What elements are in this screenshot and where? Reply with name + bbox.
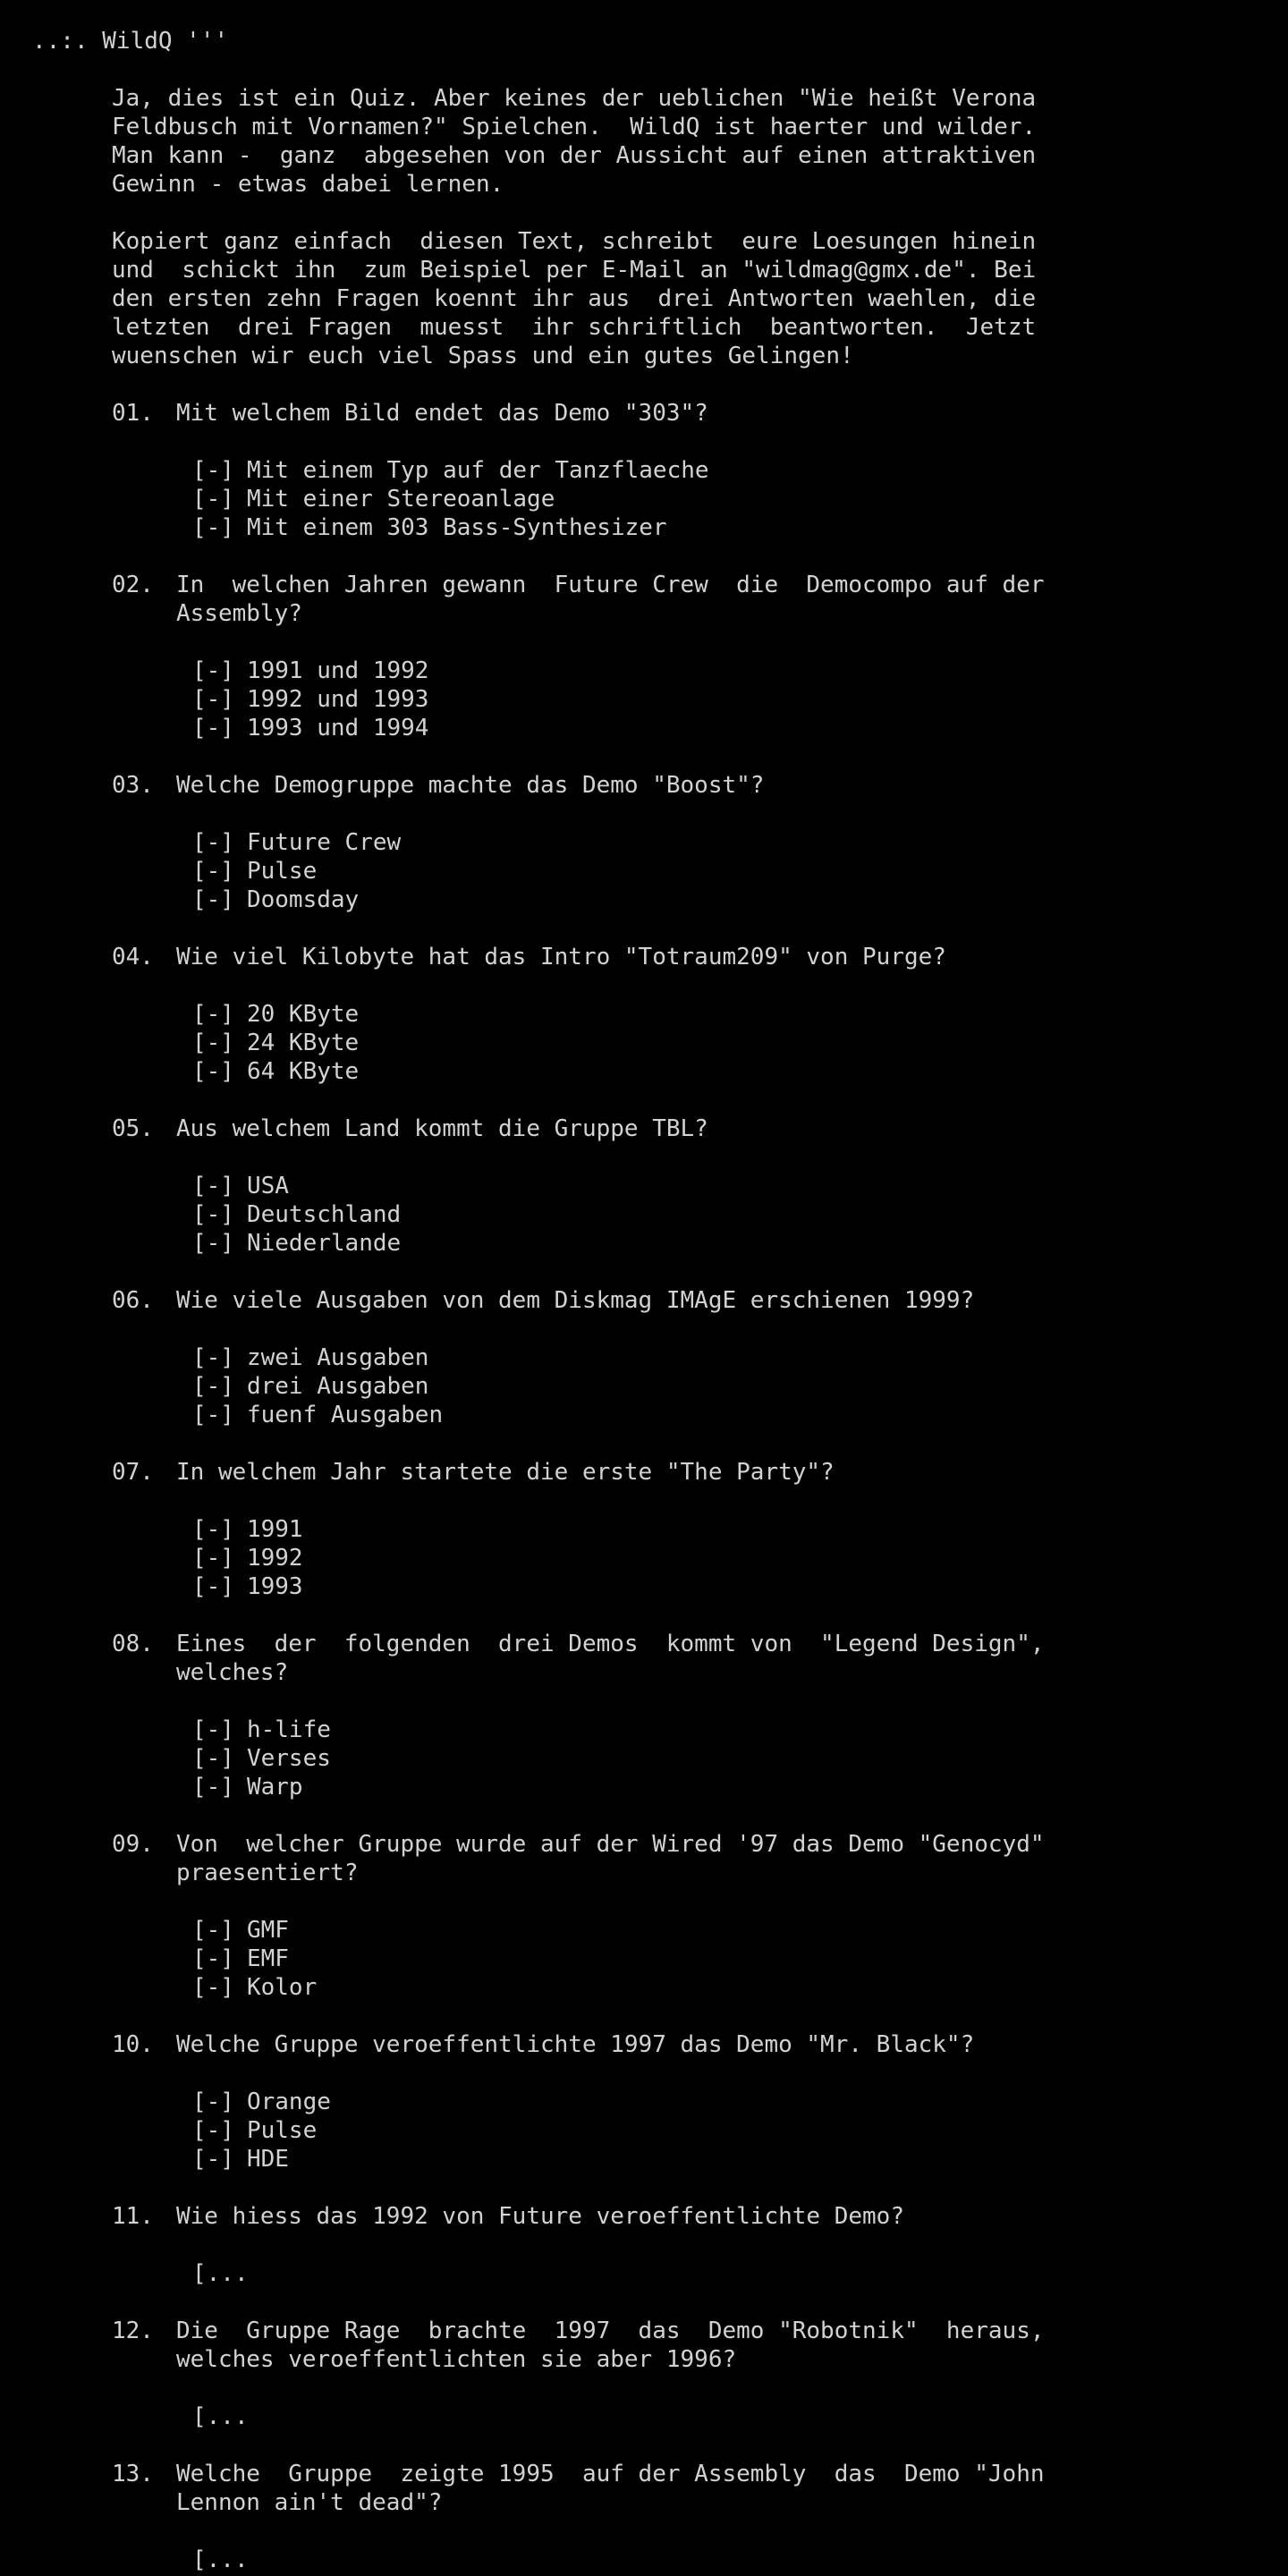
checkbox[interactable]: [-] (192, 715, 234, 741)
option-label: h-life (246, 1716, 331, 1743)
option-label: Kolor (246, 1974, 318, 2001)
answer-option[interactable] (192, 1716, 331, 1744)
question-number: 08. (112, 1631, 154, 1657)
question-number: 05. (112, 1115, 154, 1142)
checkbox[interactable]: [-] (192, 1545, 234, 1572)
question-text: Wie viel Kilobyte hat das Intro "Totraum209" von Purge? (176, 944, 946, 970)
question-text: Welche Gruppe veroeffentlichte 1997 das Demo "Mr. Black"? (176, 2031, 975, 2058)
answer-option[interactable] (192, 714, 428, 742)
question-number: 11. (112, 2203, 154, 2230)
open-answer-field[interactable]: [... (192, 2403, 249, 2430)
question-number: 10. (112, 2031, 154, 2058)
answer-option[interactable] (192, 2088, 331, 2116)
answer-option[interactable] (192, 1229, 401, 1258)
checkbox[interactable]: [-] (192, 1173, 234, 1199)
question-number: 07. (112, 1459, 154, 1486)
intro-line: Man kann - ganz abgesehen von der Aussicht auf einen attraktiven (112, 142, 1037, 169)
option-label: EMF (246, 1945, 289, 1972)
question-text: Eines der folgenden drei Demos kommt von "Legend Design", (176, 1631, 1045, 1657)
option-label: fuenf Ausgaben (246, 1402, 444, 1428)
option-label: Mit einer Stereoanlage (246, 486, 555, 513)
intro-line: letzten drei Fragen muesst ihr schriftlich beantworten. Jetzt (112, 314, 1037, 341)
checkbox[interactable]: [-] (192, 1373, 234, 1400)
question-text: Assembly? (176, 600, 302, 627)
answer-option[interactable] (192, 886, 359, 914)
option-label: USA (246, 1173, 289, 1199)
intro-line: wuenschen wir euch viel Spass und ein gutes Gelingen! (112, 343, 854, 369)
option-label: 1991 und 1992 (246, 657, 429, 684)
option-label: Mit einem 303 Bass-Synthesizer (246, 514, 667, 541)
answer-option[interactable] (192, 2145, 289, 2174)
answer-option[interactable] (192, 2116, 317, 2145)
answer-option[interactable] (192, 1029, 359, 1057)
checkbox[interactable]: [-] (192, 2117, 234, 2144)
answer-option[interactable] (192, 1401, 443, 1429)
option-label: 1992 und 1993 (246, 686, 429, 713)
checkbox[interactable]: [-] (192, 457, 234, 484)
option-label: 1993 und 1994 (246, 715, 429, 741)
answer-option[interactable] (192, 513, 667, 542)
answer-option[interactable] (192, 657, 428, 685)
question-text: Lennon ain't dead"? (176, 2489, 443, 2516)
intro-line: Kopiert ganz einfach diesen Text, schreibt eure Loesungen hinein (112, 228, 1037, 255)
answer-option[interactable] (192, 1000, 359, 1029)
answer-option[interactable] (192, 1572, 303, 1601)
question-text: Von welcher Gruppe wurde auf der Wired '97 das Demo "Genocyd" (176, 1831, 1045, 1858)
checkbox[interactable]: [-] (192, 2089, 234, 2115)
answer-option[interactable] (192, 685, 428, 714)
page-title: ..:. WildQ ''' (32, 28, 229, 55)
question-number: 02. (112, 572, 154, 598)
question-text: Wie viele Ausgaben von dem Diskmag IMAgE erschienen 1999? (176, 1287, 975, 1314)
open-answer-field[interactable]: [... (192, 2546, 249, 2573)
option-label: Future Crew (246, 829, 402, 856)
option-label: Orange (246, 2089, 331, 2115)
question-text: Welche Demogruppe machte das Demo "Boost"? (176, 772, 765, 799)
question-text: praesentiert? (176, 1860, 359, 1886)
option-label: 24 KByte (246, 1030, 360, 1056)
intro-line: den ersten zehn Fragen koennt ihr aus drei Antworten waehlen, die (112, 285, 1037, 312)
option-label: 1992 (246, 1545, 303, 1572)
question-number: 09. (112, 1831, 154, 1858)
answer-option[interactable] (192, 1200, 401, 1229)
option-label: Verses (246, 1745, 331, 1772)
answer-option[interactable] (192, 1945, 289, 1973)
question-text: welches? (176, 1659, 289, 1686)
answer-option[interactable] (192, 828, 401, 857)
answer-option[interactable] (192, 1544, 303, 1572)
question-number: 03. (112, 772, 154, 799)
question-number: 13. (112, 2461, 154, 2487)
checkbox[interactable]: [-] (192, 1402, 234, 1428)
question-number: 01. (112, 400, 154, 427)
option-label: GMF (246, 1917, 289, 1944)
option-label: HDE (246, 2146, 289, 2173)
checkbox[interactable]: [-] (192, 686, 234, 713)
checkbox[interactable]: [-] (192, 886, 234, 913)
checkbox[interactable]: [-] (192, 657, 234, 684)
checkbox[interactable]: [-] (192, 2146, 234, 2173)
answer-option[interactable] (192, 1773, 303, 1801)
answer-option[interactable] (192, 1343, 428, 1372)
option-label: Mit einem Typ auf der Tanzflaeche (246, 457, 709, 484)
option-label: Niederlande (246, 1230, 402, 1257)
checkbox[interactable]: [-] (192, 486, 234, 513)
checkbox[interactable]: [-] (192, 1201, 234, 1228)
option-label: 20 KByte (246, 1001, 360, 1028)
option-label: zwei Ausgaben (246, 1344, 429, 1371)
checkbox[interactable]: [-] (192, 1573, 234, 1600)
checkbox[interactable]: [-] (192, 1745, 234, 1772)
checkbox[interactable]: [-] (192, 1774, 234, 1801)
answer-option[interactable] (192, 1916, 289, 1945)
answer-option[interactable] (192, 1973, 317, 2002)
answer-option[interactable] (192, 1172, 289, 1200)
option-label: 1993 (246, 1573, 303, 1600)
option-label: Pulse (246, 858, 318, 885)
intro-line: Feldbusch mit Vornamen?" Spielchen. WildQ ist haerter und wilder. (112, 114, 1037, 140)
option-label: 64 KByte (246, 1058, 360, 1085)
question-number: 04. (112, 944, 154, 970)
answer-option[interactable] (192, 485, 555, 513)
open-answer-field[interactable]: [... (192, 2260, 249, 2287)
checkbox[interactable]: [-] (192, 1344, 234, 1371)
checkbox[interactable]: [-] (192, 1917, 234, 1944)
checkbox[interactable]: [-] (192, 1030, 234, 1056)
checkbox[interactable]: [-] (192, 1001, 234, 1028)
question-number: 06. (112, 1287, 154, 1314)
checkbox[interactable]: [-] (192, 1716, 234, 1743)
checkbox[interactable]: [-] (192, 1516, 234, 1543)
option-label: Pulse (246, 2117, 318, 2144)
option-label: Doomsday (246, 886, 360, 913)
option-label: 1991 (246, 1516, 303, 1543)
intro-line: und schickt ihn zum Beispiel per E-Mail an "wildmag@gmx.de". Bei (112, 257, 1037, 284)
option-label: drei Ausgaben (246, 1373, 429, 1400)
question-text: In welchem Jahr startete die erste "The Party"? (176, 1459, 835, 1486)
answer-option[interactable] (192, 1515, 303, 1544)
option-label: Deutschland (246, 1201, 402, 1228)
answer-option[interactable] (192, 1057, 359, 1086)
question-text: Aus welchem Land kommt die Gruppe TBL? (176, 1115, 708, 1142)
checkbox[interactable]: [-] (192, 1974, 234, 2001)
answer-option[interactable] (192, 456, 709, 485)
checkbox[interactable]: [-] (192, 514, 234, 541)
intro-line: Gewinn - etwas dabei lernen. (112, 171, 504, 198)
option-label: Warp (246, 1774, 303, 1801)
checkbox[interactable]: [-] (192, 829, 234, 856)
answer-option[interactable] (192, 1744, 331, 1773)
answer-option[interactable] (192, 857, 317, 886)
question-text: In welchen Jahren gewann Future Crew die Democompo auf der (176, 572, 1045, 598)
question-text: Wie hiess das 1992 von Future veroeffentlichte Demo? (176, 2203, 904, 2230)
checkbox[interactable]: [-] (192, 1230, 234, 1257)
question-text: Mit welchem Bild endet das Demo "303"? (176, 400, 708, 427)
answer-option[interactable] (192, 1372, 428, 1401)
checkbox[interactable]: [-] (192, 858, 234, 885)
question-text: Die Gruppe Rage brachte 1997 das Demo "Robotnik" heraus, (176, 2318, 1045, 2344)
question-text: welches veroeffentlichten sie aber 1996? (176, 2346, 737, 2373)
checkbox[interactable]: [-] (192, 1058, 234, 1085)
question-number: 12. (112, 2318, 154, 2344)
checkbox[interactable]: [-] (192, 1945, 234, 1972)
question-text: Welche Gruppe zeigte 1995 auf der Assembly das Demo "John (176, 2461, 1045, 2487)
intro-line: Ja, dies ist ein Quiz. Aber keines der ueblichen "Wie heißt Verona (112, 85, 1037, 112)
